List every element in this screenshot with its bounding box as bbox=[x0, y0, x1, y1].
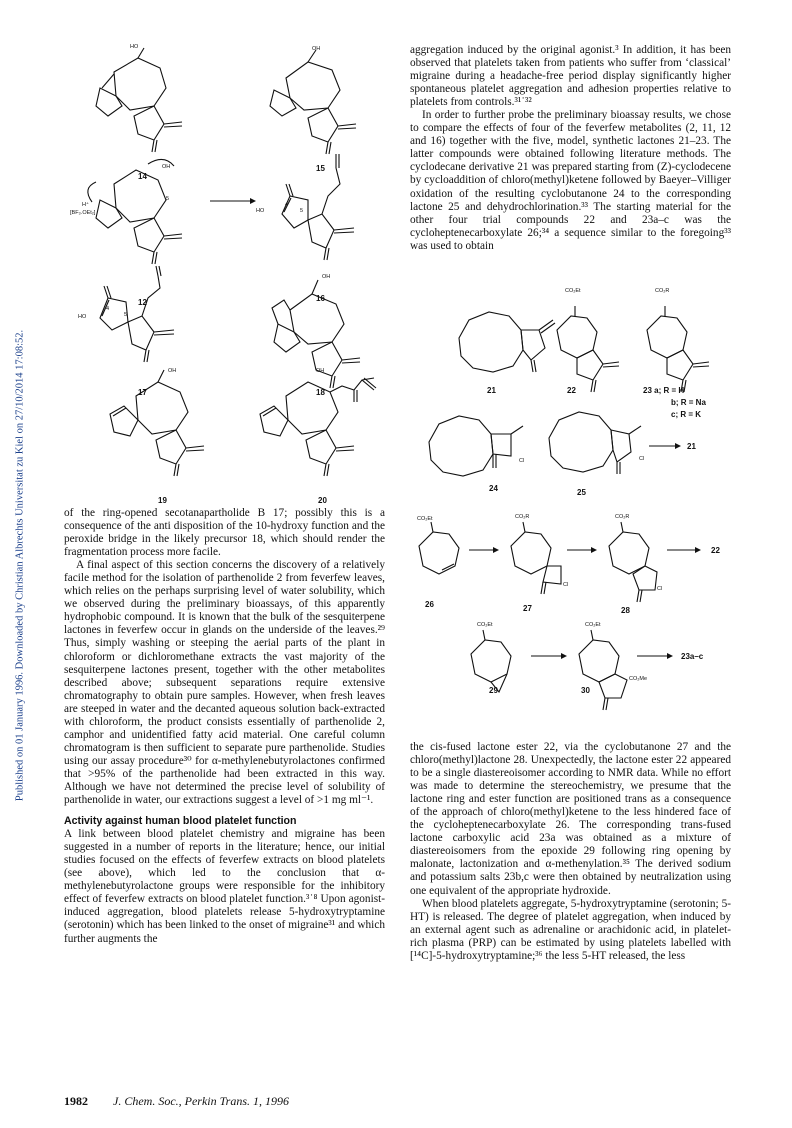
reagent-bf3: [BF₃.OEt₂] bbox=[70, 210, 96, 216]
arrow-target-23: 23a–c bbox=[681, 652, 704, 661]
reagent-h-plus: H⁺ bbox=[82, 202, 89, 208]
co2et-30: CO₂Et bbox=[585, 622, 601, 628]
structure-23 bbox=[647, 306, 709, 392]
co2r-27: CO₂R bbox=[515, 514, 530, 520]
cl-25: Cl bbox=[639, 456, 645, 462]
right-column-bottom-text bbox=[410, 741, 731, 963]
download-notice-text: Published on 01 January 1996. Downloaded by Christian Albrechts Universitat zu Kiel on 27/10/2014 17:08:52. bbox=[14, 329, 26, 802]
co2et-29: CO₂Et bbox=[477, 622, 493, 628]
label-15: 15 bbox=[316, 164, 325, 173]
left-paragraph-3: A link between blood platelet chemistry and migraine has been suggested in a number of reports in the literature; hence, our initial studies focused on the effects of feverfew extracts on blood platelets (see above), which led to the conclusion that α-methylenebutyrolactone groups were responsible for the inhibitory effect of feverfew extracts on blood platelet function.³˙⁸ Upon agonist-induced aggregation, blood platelets release 5-hydroxytryptamine (serotonin) which has been linked to the onset of migraine³¹ and which further augments the bbox=[64, 828, 385, 945]
structure-25 bbox=[549, 412, 641, 474]
label-12: 12 bbox=[138, 298, 147, 307]
co2r-28: CO₂R bbox=[615, 514, 630, 520]
structure-28 bbox=[609, 522, 657, 602]
atom-ho-14: HO bbox=[130, 44, 139, 50]
label-29: 29 bbox=[489, 686, 498, 695]
atom-oh-19: OH bbox=[168, 368, 177, 374]
arrow-target-22: 22 bbox=[711, 546, 720, 555]
download-sidebar-note bbox=[0, 0, 26, 1128]
label-19: 19 bbox=[158, 496, 167, 505]
label-14: 14 bbox=[138, 172, 147, 181]
label-27: 27 bbox=[523, 604, 532, 613]
atom-oh-20: OH bbox=[316, 368, 325, 374]
label-22: 22 bbox=[567, 386, 576, 395]
right-top-paragraph-1: aggregation induced by the original agonist.³ In addition, it has been observed that platelets taken from patients who suffer from ‘classical’ migraine during a headache-free period display significantly higher spontaneous platelet aggregation and adhesion properties relative to platelets from controls.³¹˙³² bbox=[410, 44, 731, 109]
left-paragraph-2: A final aspect of this section concerns the discovery of a relatively facile method for the isolation of parthenolide 2 from feverfew leaves, which relies on the perhaps surprising level of water solubility, which we observed during the preliminary bioassays, of this apparently hydrophobic compound. It is known that the bulk of the sesquiterpene lactones in feverfew occur in glands on the underside of the leaves.²⁹ Thus, simply washing or steeping the aerial parts of the plant in chloroform or dichloromethane extracts the vast majority of the sesquiterpene lactones present, together with the other metabolites described above; subsequent separations require extensive chromatography to obtain pure samples. However, when fresh leaves are steeped in water and the decanted aqueous solution back-extracted with chloroform, the product consists essentially of parthenolide 2, camphor and unidentified fatty acid material. One careful column chromatogram is then sufficient to separate pure parthenolide. Studies using our assay procedure³⁰ for α-methylenebutyrolactones confirmed that >95% of the parthenolide had been extracted in this way. Although we have not determined the precise level of solubility of parthenolide in water, our extractions suggest a level of >1 mg ml⁻¹. bbox=[64, 559, 385, 807]
atom-oh-15: OH bbox=[312, 46, 321, 52]
structure-29 bbox=[471, 630, 511, 692]
section-heading: Activity against human blood platelet function bbox=[64, 815, 297, 828]
structure-27 bbox=[511, 522, 561, 594]
co2r-23: CO₂R bbox=[655, 288, 670, 294]
atom-oh-18: OH bbox=[322, 274, 331, 280]
left-paragraph-1: of the ring-opened secotanapartholide B 17; possibly this is a consequence of the anti disposition of the 10-hydroxy function and the peroxide bridge in the likely precursor 18, which should render the fragmentation process more facile. bbox=[64, 507, 385, 559]
num-5-16: 5 bbox=[300, 208, 304, 214]
arrow-target-21: 21 bbox=[687, 442, 696, 451]
label-24: 24 bbox=[489, 484, 498, 493]
num-4-17: 4 bbox=[106, 306, 110, 312]
structure-15 bbox=[270, 50, 356, 154]
structure-12 bbox=[88, 159, 182, 264]
atom-ho-17: HO bbox=[78, 314, 87, 320]
page-number: 1982 bbox=[64, 1094, 88, 1108]
structure-21 bbox=[459, 312, 555, 372]
structure-30 bbox=[579, 630, 627, 710]
label-25: 25 bbox=[577, 488, 586, 497]
atom-ho-16: HO bbox=[256, 208, 265, 214]
label-23-a: 23 a; R = H bbox=[643, 386, 685, 395]
label-18: 18 bbox=[316, 388, 325, 397]
label-23-c: c; R = K bbox=[671, 410, 702, 419]
co2et-26: CO₂Et bbox=[417, 516, 433, 522]
label-30: 30 bbox=[581, 686, 590, 695]
right-bottom-paragraph-1: the cis-fused lactone ester 22, via the cyclobutanone 27 and the chloro(methyl)lactone 28. Unexpectedly, the lactone ester 22 appeared to be a single diastereoisomer according to NMR data. While no effort was made to determine the stereochemistry, we presume that the lactone ring and ester function are positioned trans as a consequence of the approach of chloro(methyl)ketene to the less hindered face of the cycloheptenecarboxylate 26. The corresponding trans-fused lactone carboxylic acid 23a was obtained as a mixture of diastereoisomers from the epoxide 29 following ring opening by malonate, lactonization and α-methenylation.³⁵ The derived sodium and potassium salts 23b,c were then obtained by neutralization using one equivalent of the appropriate hydroxide. bbox=[410, 741, 731, 897]
right-scheme-svg bbox=[405, 282, 735, 692]
label-16: 16 bbox=[316, 294, 325, 303]
cl-27: Cl bbox=[563, 582, 569, 588]
left-column-text bbox=[64, 507, 385, 946]
structure-14 bbox=[96, 48, 182, 152]
structure-17 bbox=[100, 266, 174, 362]
co2me-30: CO₂Me bbox=[629, 676, 648, 682]
atom-oh-12: OH bbox=[162, 164, 171, 170]
label-23-b: b; R = Na bbox=[671, 398, 706, 407]
structure-19 bbox=[110, 370, 204, 476]
num-4-16: 4 bbox=[285, 202, 289, 208]
label-21: 21 bbox=[487, 386, 496, 395]
left-structures-figure bbox=[60, 36, 390, 505]
right-column-top-text bbox=[410, 44, 731, 253]
journal-citation: J. Chem. Soc., Perkin Trans. 1, 1996 bbox=[113, 1094, 289, 1108]
right-bottom-paragraph-2: When blood platelets aggregate, 5-hydroxytryptamine (serotonin; 5-HT) is released. The degree of platelet aggregation, when induced by an external agent such as adrenaline or arachidonic acid, in platelet-rich plasma (PRP) can be estimated by using platelets labelled with [¹⁴C]-5-hydroxytryptamine;³⁶ the less 5-HT released, the less bbox=[410, 897, 731, 962]
label-17: 17 bbox=[138, 388, 147, 397]
num-5-12: 5 bbox=[166, 196, 170, 202]
label-20: 20 bbox=[318, 496, 327, 505]
num-5-17: 5 bbox=[124, 312, 128, 318]
structure-22 bbox=[557, 306, 619, 392]
right-top-paragraph-2: In order to further probe the preliminary bioassay results, we chose to compare the effects of four of the feverfew metabolites (2, 11, 12 and 16) together with the five, model, synthetic lactones 21–23. The latter compounds were obtained following literature methods. The cyclodecane derivative 21 was prepared starting from (Z)-cyclodecene by cycloaddition of chloro(methyl)ketene followed by Baeyer–Villiger oxidation of the resulting cyclobutanone 24 to the corresponding lactone 25 and dehydrochlorination.³³ The starting material for the other four trial compounds 22 and 23a–c was the cycloheptenecarboxylate 26;³⁴ a sequence similar to the foregoing³³ was used to obtain bbox=[410, 109, 731, 252]
co2et-22: CO₂Et bbox=[565, 288, 581, 294]
label-28: 28 bbox=[621, 606, 630, 615]
structure-26 bbox=[419, 522, 459, 574]
left-structures-svg bbox=[60, 36, 390, 476]
cl-24: Cl bbox=[519, 458, 525, 464]
right-scheme-figure bbox=[405, 282, 735, 695]
label-26: 26 bbox=[425, 600, 434, 609]
cl-28: Cl bbox=[657, 586, 663, 592]
page-footer bbox=[64, 1094, 289, 1109]
structure-24 bbox=[429, 416, 523, 476]
